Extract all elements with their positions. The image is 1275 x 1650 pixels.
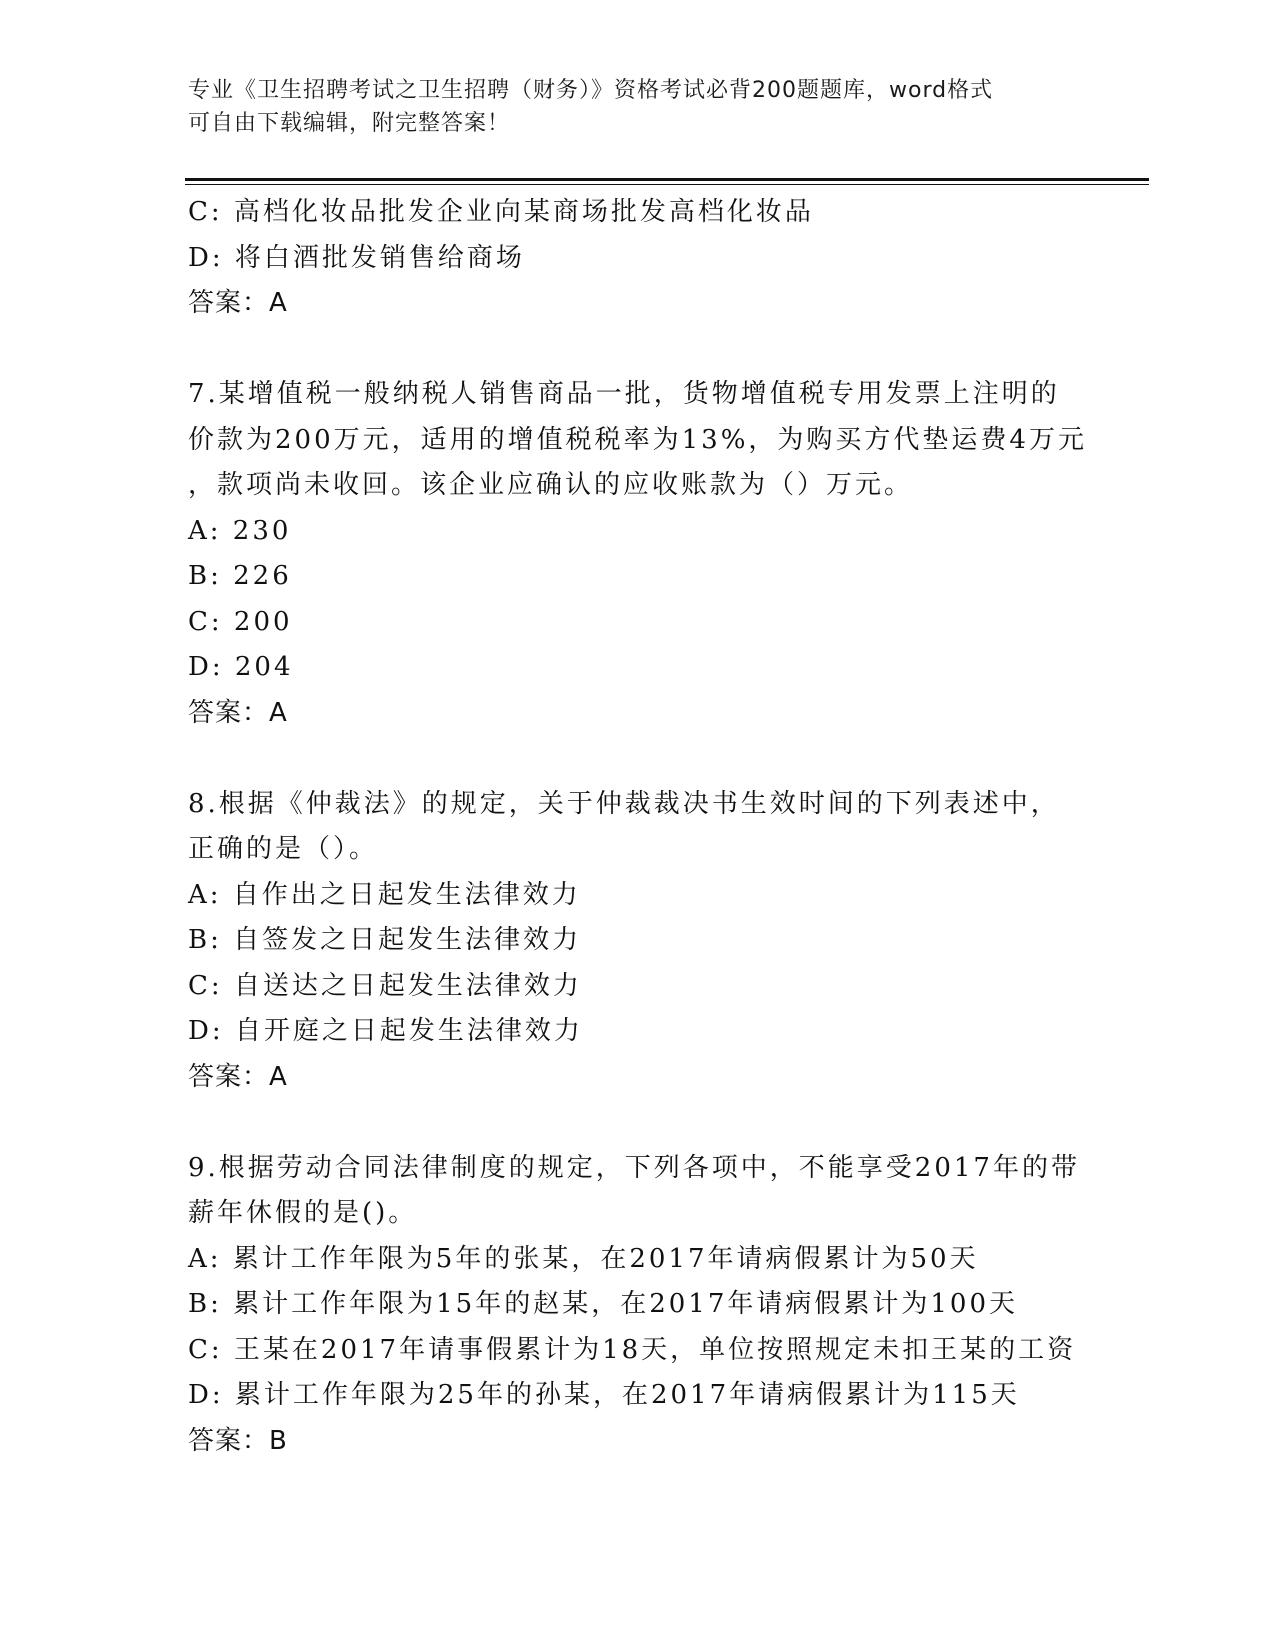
option-c: C: 200 — [188, 606, 293, 637]
question-line: 7.某增值税一般纳税人销售商品一批，货物增值税专用发票上注明的 — [188, 379, 1060, 409]
spacer — [188, 1100, 1088, 1146]
option-d: D: 累计工作年限为25年的孙某，在2017年请病假累计为115天 — [188, 1380, 1020, 1410]
header-title-line-1: 专业《卫生招聘考试之卫生招聘（财务）》资格考试必背200题题库，word格式 — [188, 78, 994, 103]
option-a: A: 230 — [188, 515, 292, 546]
answer-label: 答案：A — [188, 697, 288, 728]
question-line: 8.根据《仲裁法》的规定，关于仲裁裁决书生效时间的下列表述中， — [188, 788, 1060, 819]
answer-label: 答案：A — [188, 1061, 288, 1092]
question-line: ，款项尚未收回。该企业应确认的应收账款为（）万元。 — [188, 470, 914, 500]
option-b: B: 累计工作年限为15年的赵某，在2017年请病假累计为100天 — [188, 1289, 1019, 1319]
option-c: C: 自送达之日起发生法律效力 — [188, 970, 582, 1001]
question-text — [188, 372, 1088, 509]
question-line: 正确的是（）。 — [188, 834, 379, 864]
question-line: 9.根据劳动合同法律制度的规定，下列各项中，不能享受2017年的带 — [188, 1152, 1080, 1183]
option-d: D: 自开庭之日起发生法律效力 — [188, 1016, 583, 1046]
option-d: D: 204 — [188, 652, 294, 682]
option-c: C: 王某在2017年请事假累计为18天，单位按照规定未扣王某的工资 — [188, 1334, 1077, 1365]
question-text — [188, 1146, 1088, 1237]
question-9 — [188, 1146, 1088, 1465]
question-text — [188, 782, 1088, 873]
option-c: C: 高档化妆品批发企业向某商场批发高档化妆品 — [188, 197, 814, 227]
question-list — [188, 190, 1088, 1464]
header-rule-thin — [185, 184, 1149, 185]
question-line: 薪年休假的是()。 — [188, 1198, 418, 1228]
spacer — [188, 327, 1088, 373]
header-rule-thick — [185, 178, 1149, 181]
option-b: B: 226 — [188, 561, 292, 591]
option-a: A: 累计工作年限为5年的张某，在2017年请病假累计为50天 — [188, 1243, 979, 1274]
option-a: A: 自作出之日起发生法律效力 — [188, 879, 581, 910]
spacer — [188, 736, 1088, 782]
question-6-tail — [188, 190, 1088, 327]
header-title-line-2: 可自由下载编辑，附完整答案！ — [188, 111, 511, 136]
answer-label: 答案：A — [188, 288, 288, 318]
question-7 — [188, 372, 1088, 736]
answer-label: 答案：B — [188, 1425, 288, 1456]
option-b: B: 自签发之日起发生法律效力 — [188, 925, 582, 955]
document-header — [188, 74, 1068, 140]
question-8 — [188, 782, 1088, 1101]
question-line: 价款为200万元，适用的增值税税率为13%，为购买方代垫运费4万元 — [188, 424, 1087, 455]
option-d: D: 将白酒批发销售给商场 — [188, 242, 525, 273]
